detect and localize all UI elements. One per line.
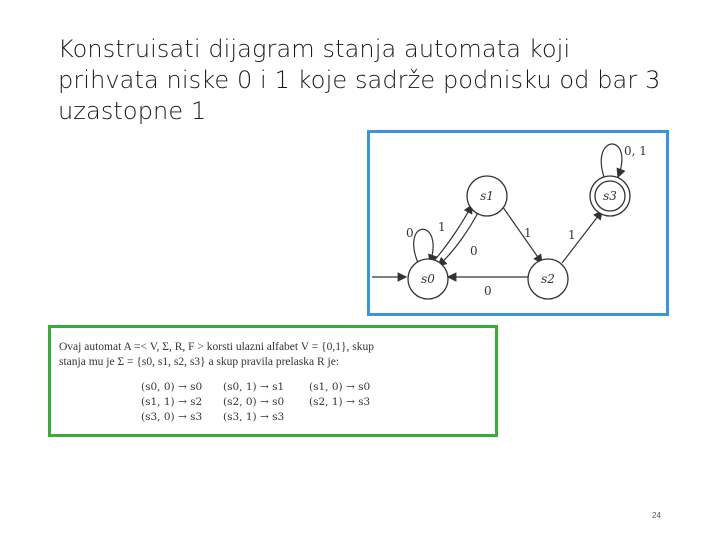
state-label-s1: s1 xyxy=(480,189,494,203)
description-line-2: stanja mu je Σ = {s0, s1, s2, s3} a skup pravila prelaska R je: xyxy=(59,356,340,368)
edge-s0-s1 xyxy=(432,205,472,263)
rule-item: (s0, 1) → s1 xyxy=(223,381,285,393)
description-line-1: Ovaj automat A =< V, Σ, R, F > korsti ulazni alfabet V = {0,1}, skup xyxy=(59,341,374,353)
state-diagram-image xyxy=(367,130,669,316)
edge-label-s1-s0: 0 xyxy=(470,244,478,258)
title-line-1: Konstruisati dijagram stanja automata koji xyxy=(58,35,571,63)
edge-label-s0-s1: 1 xyxy=(438,220,446,234)
state-label-s3: s3 xyxy=(603,189,617,203)
rule-item: (s0, 0) → s0 xyxy=(141,381,203,393)
page-number: 24 xyxy=(652,511,661,520)
edge-s1-s2 xyxy=(500,203,542,263)
edge-label-s2-s3: 1 xyxy=(568,228,576,242)
rule-item: (s2, 0) → s0 xyxy=(223,396,285,408)
state-diagram-svg xyxy=(370,133,666,313)
title-line-3: uzastopne 1 xyxy=(58,97,207,125)
edge-s3-self xyxy=(601,144,622,177)
edge-label-s3-self: 0, 1 xyxy=(624,144,647,158)
edge-s0-self xyxy=(414,229,433,263)
rule-item: (s2, 1) → s3 xyxy=(309,396,371,408)
state-label-s2: s2 xyxy=(541,272,555,286)
rule-item: (s1, 1) → s2 xyxy=(141,396,203,408)
title-line-2: prihvata niske 0 i 1 koje sadrže podnisku od bar 3 xyxy=(58,66,661,94)
rule-item: (s3, 1) → s3 xyxy=(223,411,285,423)
slide-title xyxy=(58,34,678,127)
automaton-description-image xyxy=(48,325,498,437)
rule-item: (s1, 0) → s0 xyxy=(309,381,371,393)
state-label-s0: s0 xyxy=(421,272,435,286)
edge-label-s2-s0: 0 xyxy=(484,284,492,298)
rule-item: (s3, 0) → s3 xyxy=(141,411,203,423)
edge-label-s0-self: 0 xyxy=(406,226,414,240)
edge-label-s1-s2: 1 xyxy=(524,226,532,240)
